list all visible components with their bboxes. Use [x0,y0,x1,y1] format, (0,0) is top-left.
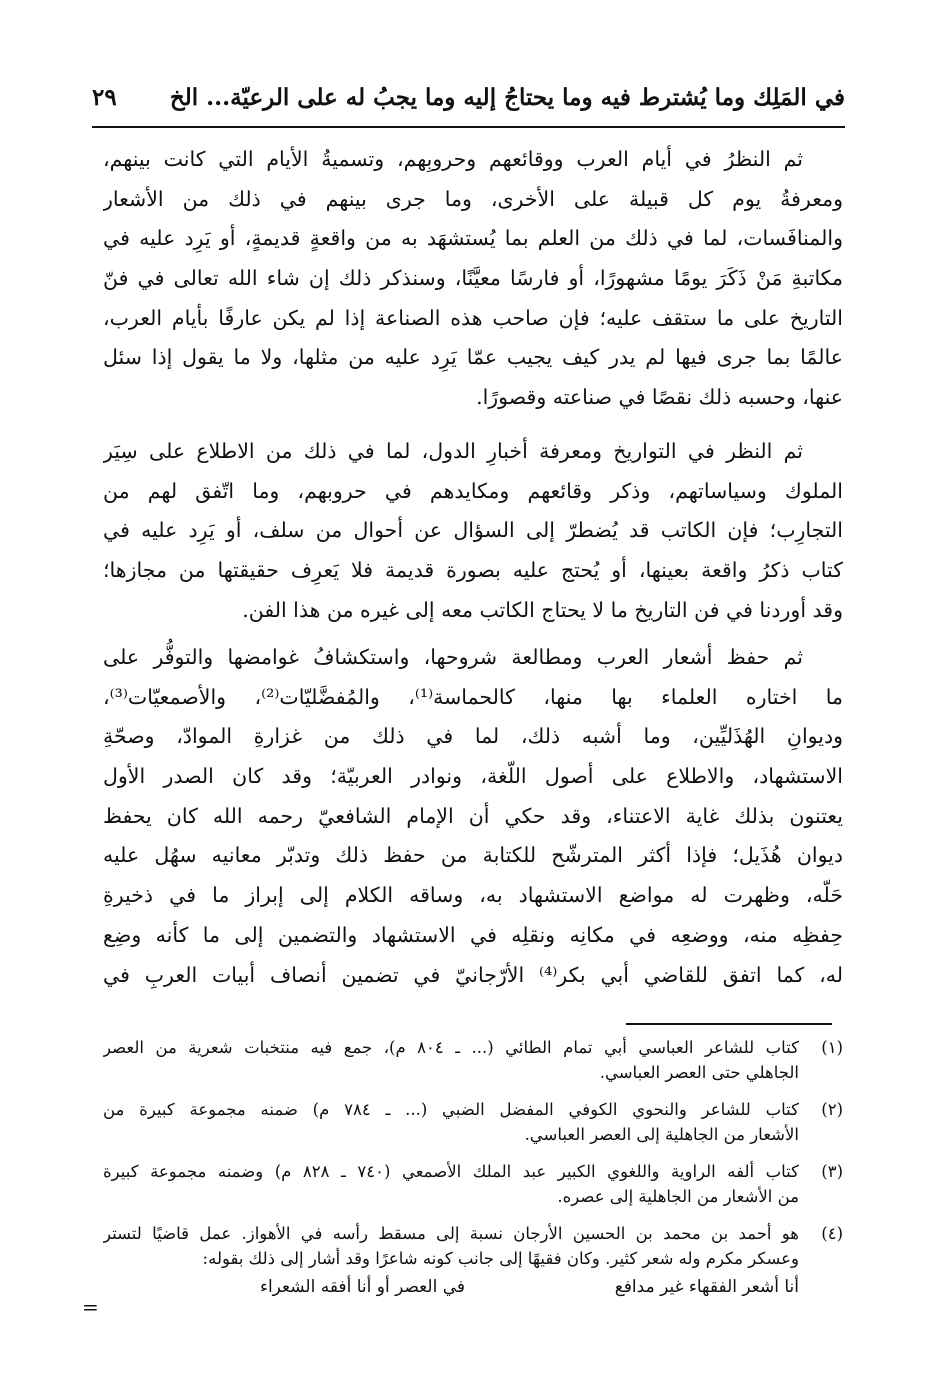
footnote-3 [103,1160,843,1210]
text-line: كتاب ذكرُ واقعة بعينها، أو يُحتج عليه بصورة قديمة فلا يَعرِف حقيقتها من مجازها؛ [103,558,843,583]
footnote-2 [103,1098,843,1148]
text-line: وديوانِ الهُذَليِّين، وما أشبه ذلك، لما في ذلك من غزارةِ الموادّ، وصحّةِ [103,724,843,749]
footnote-line: كتاب ألفه الراوية واللغوي الكبير عبد الملك الأصمعي (٧٤٠ ـ ٨٢٨ م) وضمنه مجموعة كبيرة [103,1162,799,1181]
footnote-line: كتاب للشاعر العباسي أبي تمام الطائي (... ـ ٨٠٤ م)، جمع فيه منتخبات شعرية من العصر [103,1038,799,1057]
text-line: يعتنون بذلك غاية الاعتناء، وقد حكي أن الإمام الشافعيّ رحمه الله كان يحفظ [103,803,843,828]
paragraph-1 [103,140,843,418]
verse-first-hemistich: أنا أشعر الفقهاء غير مدافع [614,1277,799,1297]
footnote-line: الجاهلي حتى العصر العباسي. [599,1062,799,1082]
running-title: في المَلِك وما يُشترط فيه وما يحتاجُ إليه وما يجبُ له على الرعيّة... الخ [169,84,845,111]
footnote-line: هو أحمد بن محمد بن الحسين الأرجان نسبة إلى مسقط رأسه في الأهواز. عمل قاضيًا لتستر [103,1224,799,1243]
footnote-body [103,1098,799,1147]
text-line: التاريخ على ما ستقف عليه؛ فإن صاحب هذه الصناعة إذا لم يكن عارفًا بأيام العرب، [103,305,843,330]
footnote-line: من الأشعار من الجاهلية إلى عصره. [557,1186,799,1206]
text-line: التجارِب؛ فإن الكاتب قد يُضطرّ إلى السؤال عن أحوال من سلف، أو يَرِد عليه في [103,518,843,543]
text-line: له، كما اتفق للقاضي أبي بكر⁽⁴⁾ الأرّجانيّ في تضمين أنصاف أبيات العربِ في [103,962,843,987]
footnote-4 [103,1222,843,1312]
text-line: عالمًا بما جرى فيها لم يدر كيف يجيب عمّا يَرِد عليه من مثلها، ولا ما يقول إذا سئل [103,345,843,370]
text-line: مكاتبةِ مَنْ ذَكَرَ يومًا مشهورًا، أو فارسًا معيَّنًا، وسنذكر ذلك إن شاء الله تعالى في فنّ [103,266,843,291]
footnote-verse [103,1274,799,1300]
text-line: ثم النظر في التواريخ ومعرفة أخبارِ الدول، لما في ذلك من الاطلاع على سِيَر [103,439,803,463]
footnote-number: (١) [821,1038,843,1057]
footnote-number: (٤) [821,1224,843,1243]
text-line: حَلّه، وظهرت له مواضع الاستشهاد به، وساقه الكلام إلى إبراز ما في ذخيرةِ [103,883,843,908]
footnote-line: كتاب للشاعر والنحوي الكوفي المفضل الضبي (... ـ ٧٨٤ م) ضمنه مجموعة كبيرة من [103,1100,799,1119]
footnote-1 [103,1036,843,1086]
text-line: والمنافَسات، لما في ذلك من العلم بما يُستشهَد به من واقعةٍ قديمةٍ، أو يَرِد عليه في [103,226,843,251]
footnote-number: (٢) [821,1100,843,1119]
page-number: ٢٩ [92,84,117,111]
text-line: ومعرفةُ يوم كل قبيلة على الأخرى، وما جرى بينهم في ذلك من الأشعار [103,186,843,211]
text-line: ما اختاره العلماء بها منها، كالحماسة⁽¹⁾، والمُفضَّليّات⁽²⁾، والأصمعيّات⁽³⁾، [103,684,843,709]
text-line: عنها، وحسبه ذلك نقصًا في صناعته وقصورًا. [476,385,843,410]
text-line: ديوان هُذَيل؛ فإذا أكثر المترشّح للكتابة من حفظ ذلك وتدبّر معانيه سهُل عليه [103,843,843,868]
text-line: ثم حفظ أشعار العرب ومطالعة شروحها، واستكشافُ غوامضها والتوفُّر على [103,645,803,669]
footnote-number: (٣) [821,1162,843,1181]
paragraph-2 [103,432,843,630]
footnote-body [103,1036,799,1085]
footnote-line: وعسكر مكرم وله شعر كثير. وكان فقيهًا إلى جانب كونه شاعرًا وقد أشار إلى ذلك بقوله: [202,1248,799,1268]
footnote-body [103,1222,799,1271]
text-line: ثم النظرُ في أيام العرب ووقائعهم وحروبِهم، وتسميةُ الأيام التي كانت بينهم، [103,147,803,171]
text-line: حِفظِه منه، ووضعِه في مكانِه ونقلِه في الاستشهاد والتضمين إلى ما كأنه وضِع [103,922,843,947]
text-line: الملوك وسياساتهم، وذكر وقائعهم ومكايدهم في حروبهم، وما اتّفق لهم من [103,478,843,503]
continuation-mark: = [82,1295,99,1319]
text-line: وقد أوردنا في فن التاريخ ما لا يحتاج الكاتب معه إلى غيره من هذا الفن. [242,597,843,622]
verse-second-hemistich: في العصر أو أنا أفقه الشعراء [259,1277,465,1297]
footnote-body [103,1160,799,1209]
text-line: الاستشهاد، والاطلاع على أصول اللّغة، ونوادر العربيّة؛ وقد كان الصدر الأول [103,764,843,789]
footnote-separator [626,1023,832,1025]
paragraph-3 [103,638,843,995]
footnote-line: الأشعار من الجاهلية إلى العصر العباسي. [524,1124,799,1144]
running-head [92,82,845,128]
